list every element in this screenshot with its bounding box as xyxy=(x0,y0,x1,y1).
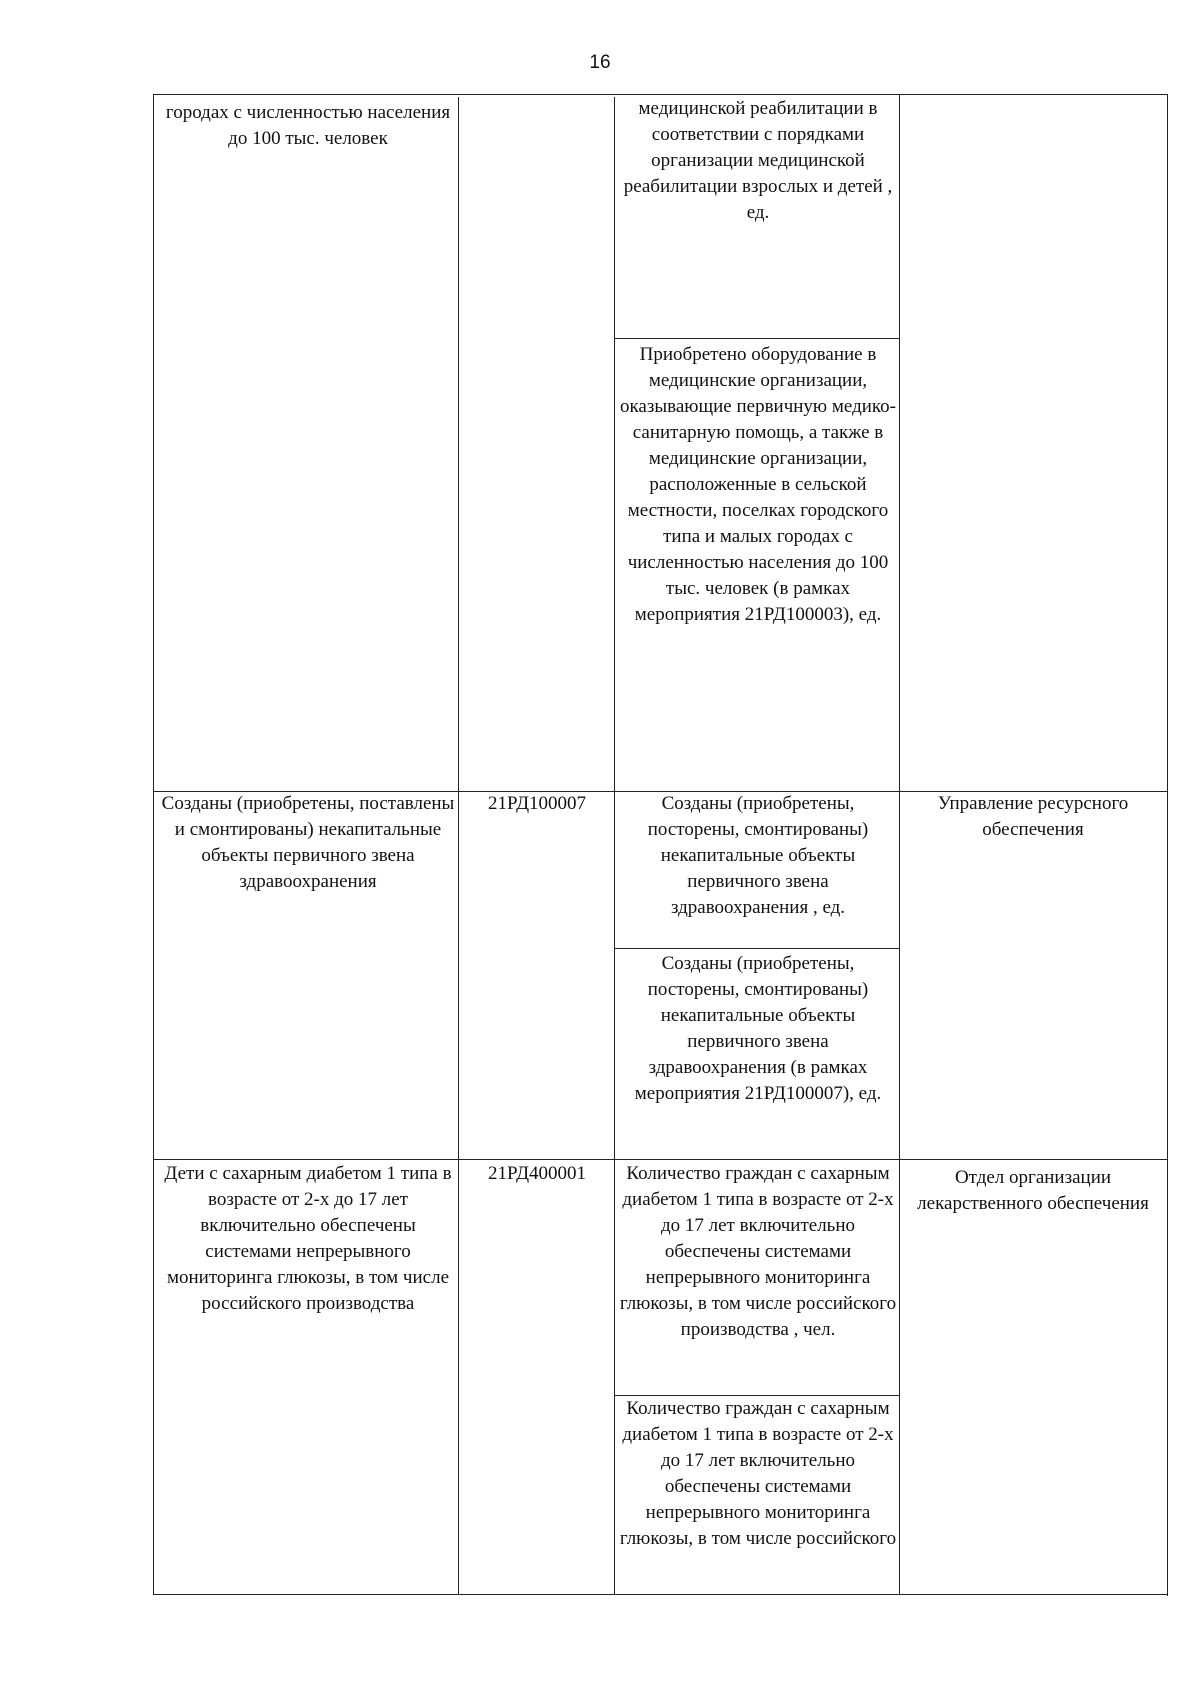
result-cell: Дети с сахарным диабетом 1 типа в возрасте от 2-х до 17 лет включительно обеспечены системами непрерывного мониторинга глюкозы, в том числе российского производства xyxy=(164,1163,452,1314)
table-border xyxy=(614,948,899,949)
page-number: 16 xyxy=(589,52,611,73)
indicator-cell: Созданы (приобретены, посторены, смонтированы) некапитальные объекты первичного звена здравоохранения (в рамках мероприятия 21РД100007), ед. xyxy=(634,953,882,1104)
result-cell: городах с численностью населения до 100 тыс. человек xyxy=(165,102,451,149)
table-border xyxy=(614,97,615,1594)
code-cell: 21РД100007 xyxy=(487,793,587,814)
table-border xyxy=(153,94,1168,95)
table-border xyxy=(153,1159,1168,1160)
indicator-cell: медицинской реабилитации в соответствии с порядками организации медицинской реабилитации взрослых и детей , ед. xyxy=(623,98,893,223)
table-border xyxy=(1167,94,1168,1596)
result-cell: Созданы (приобретены, поставлены и смонтированы) некапитальные объекты первичного звена здравоохранения xyxy=(161,793,455,892)
indicator-cell: Приобретено оборудование в медицинские организации, оказывающие первичную медико-санитарную помощь, а также в медицинские организации, расположенные в сельской местности, поселках городского типа и малых городах с численностью населения до 100 тыс. человек (в рамках мероприятия 21РД100003), ед. xyxy=(619,344,897,625)
responsible-cell: Отдел организации лекарственного обеспечения xyxy=(917,1167,1149,1214)
indicator-cell: Созданы (приобретены, посторены, смонтированы) некапитальные объекты первичного звена здравоохранения , ед. xyxy=(647,793,869,918)
table-border xyxy=(899,94,900,1594)
responsible-cell: Управление ресурсного обеспечения xyxy=(937,793,1129,840)
indicator-cell: Количество граждан с сахарным диабетом 1 типа в возрасте от 2-х до 17 лет включительно обеспечены системами непрерывного мониторинга глюкозы, в том числе российского xyxy=(619,1398,897,1549)
table-border xyxy=(614,338,899,339)
indicator-cell: Количество граждан с сахарным диабетом 1 типа в возрасте от 2-х до 17 лет включительно обеспечены системами непрерывного мониторинга глюкозы, в том числе российского производства , чел. xyxy=(619,1163,897,1340)
code-cell: 21РД400001 xyxy=(487,1163,587,1184)
table-border xyxy=(153,1594,1168,1595)
table-border xyxy=(153,94,154,1594)
